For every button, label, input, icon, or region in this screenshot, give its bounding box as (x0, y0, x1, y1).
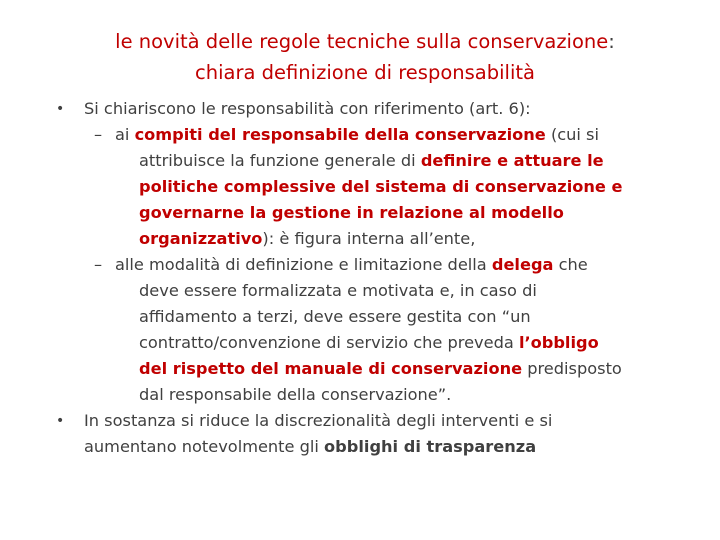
sub-2-highlight: delega (491, 255, 554, 274)
bullet-marker: • (56, 101, 65, 117)
sub-2-line-6: dal responsabile della conservazione”. (139, 385, 452, 404)
sub-2-line-4 (115, 330, 695, 356)
bullet-2-highlight: obblighi di trasparenza (324, 437, 537, 456)
title-line-1 (40, 26, 690, 57)
sub-2-text: contratto/convenzione di servizio che preveda (139, 333, 519, 352)
sub-1-highlight: organizzativo (139, 229, 263, 248)
sub-1-line-1 (115, 122, 695, 148)
slide-title (40, 26, 690, 88)
sub-1-line-2 (115, 148, 695, 174)
sub-2-text: predisposto (522, 359, 622, 378)
sub-2-line-2: deve essere formalizzata e motivata e, in caso di (139, 281, 537, 300)
bullet-2-line-1: In sostanza si riduce la discrezionalità degli interventi e si (84, 411, 553, 430)
sub-1-highlight: compiti del responsabile della conservazione (134, 125, 546, 144)
sub-1-text: ): è figura interna all’ente, (262, 229, 476, 248)
sub-1-text: attribuisce la funzione generale di (139, 151, 421, 170)
bullet-1 (84, 96, 704, 122)
title-line-2: chiara definizione di responsabilità (195, 61, 535, 84)
sub-item-2 (115, 252, 695, 408)
bullet-2-text: aumentano notevolmente gli (84, 437, 325, 456)
title-line-1-text: le novità delle regole tecniche sulla conservazione (115, 30, 609, 53)
sub-1-line-5 (115, 226, 695, 252)
bullet-2 (84, 408, 704, 460)
dash-marker: – (94, 255, 103, 274)
sub-2-line-3: affidamento a terzi, deve essere gestita con “un (139, 307, 531, 326)
bullet-1-text: Si chiariscono le responsabilità con riferimento (art. 6): (84, 99, 531, 118)
sub-2-line-1 (115, 252, 695, 278)
bullet-2-line-2 (84, 434, 704, 460)
sub-2-highlight: del rispetto del manuale di conservazione (139, 359, 523, 378)
sub-1-text: ai (115, 125, 135, 144)
bullet-marker: • (56, 413, 65, 429)
sub-item-1 (115, 122, 695, 252)
sub-2-text: che (553, 255, 588, 274)
dash-marker: – (94, 125, 103, 144)
title-colon: : (608, 30, 615, 53)
sub-1-line-4: governarne la gestione in relazione al modello (139, 203, 564, 222)
sub-2-text: alle modalità di definizione e limitazione della (115, 255, 492, 274)
sub-1-text: (cui si (545, 125, 599, 144)
sub-1-line-3: politiche complessive del sistema di conservazione e (139, 177, 623, 196)
sub-1-highlight: definire e attuare le (420, 151, 604, 170)
sub-2-highlight: l’obbligo (518, 333, 599, 352)
sub-2-line-5 (115, 356, 695, 382)
